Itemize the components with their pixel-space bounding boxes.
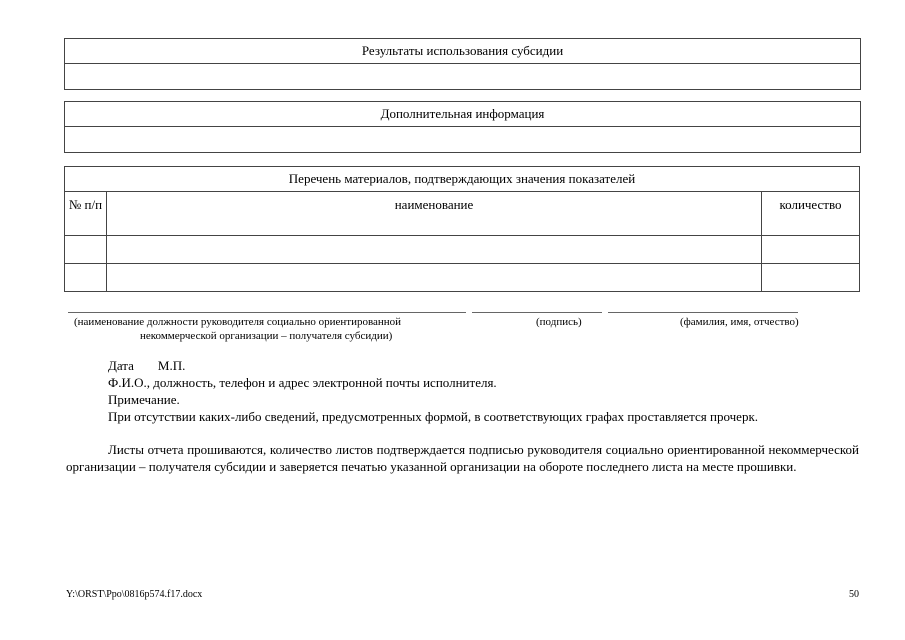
position-label-line-2: некоммерческой организации – получателя субсидии) bbox=[140, 330, 393, 342]
additional-info-body bbox=[65, 127, 860, 151]
materials-table-title: Перечень материалов, подтверждающих значения показателей bbox=[65, 167, 860, 192]
date-label: Дата bbox=[108, 358, 134, 373]
stamp-label: М.П. bbox=[157, 358, 186, 373]
remark-paragraph-1: При отсутствии каких-либо сведений, предусмотренных формой, в соответствующих графах проставляется прочерк. bbox=[108, 409, 759, 424]
table-cell-name bbox=[107, 264, 762, 292]
column-header-quantity: количество bbox=[762, 192, 860, 236]
page-number: 50 bbox=[849, 589, 859, 600]
table-cell-quantity bbox=[762, 264, 860, 292]
signature-line bbox=[472, 312, 602, 313]
signature-label: (подпись) bbox=[536, 316, 582, 328]
table-row bbox=[65, 236, 860, 264]
additional-info-section bbox=[64, 101, 861, 153]
results-section-body bbox=[65, 64, 860, 88]
column-header-name: наименование bbox=[107, 192, 762, 236]
name-label: (фамилия, имя, отчество) bbox=[680, 316, 799, 328]
results-section bbox=[64, 38, 861, 90]
name-signature-line bbox=[608, 312, 798, 313]
date-stamp-line bbox=[66, 357, 859, 374]
contact-line: Ф.И.О., должность, телефон и адрес электронной почты исполнителя. bbox=[108, 375, 497, 390]
position-label bbox=[74, 315, 474, 343]
table-cell-name bbox=[107, 236, 762, 264]
results-section-title: Результаты использования субсидии bbox=[65, 39, 860, 64]
remark-title: Примечание. bbox=[108, 392, 180, 407]
materials-table bbox=[64, 166, 860, 292]
column-header-number: № п/п bbox=[65, 192, 107, 236]
table-row bbox=[65, 264, 860, 292]
file-path: Y:\ORST\Ppo\0816p574.f17.docx bbox=[66, 589, 203, 600]
materials-table-header bbox=[65, 192, 860, 236]
materials-table-title-row bbox=[65, 167, 860, 192]
table-cell-number bbox=[65, 264, 107, 292]
position-label-line-1: (наименование должности руководителя социально ориентированной bbox=[74, 316, 402, 328]
table-cell-quantity bbox=[762, 236, 860, 264]
additional-info-title: Дополнительная информация bbox=[65, 102, 860, 127]
table-cell-number bbox=[65, 236, 107, 264]
position-signature-line bbox=[68, 312, 466, 313]
remark-paragraph-2: Листы отчета прошиваются, количество листов подтверждается подписью руководителя социально ориентированной некоммерческой организации – получателя субсидии и заверяется печатью указанной организации на обороте последнего листа на месте прошивки. bbox=[66, 442, 859, 474]
